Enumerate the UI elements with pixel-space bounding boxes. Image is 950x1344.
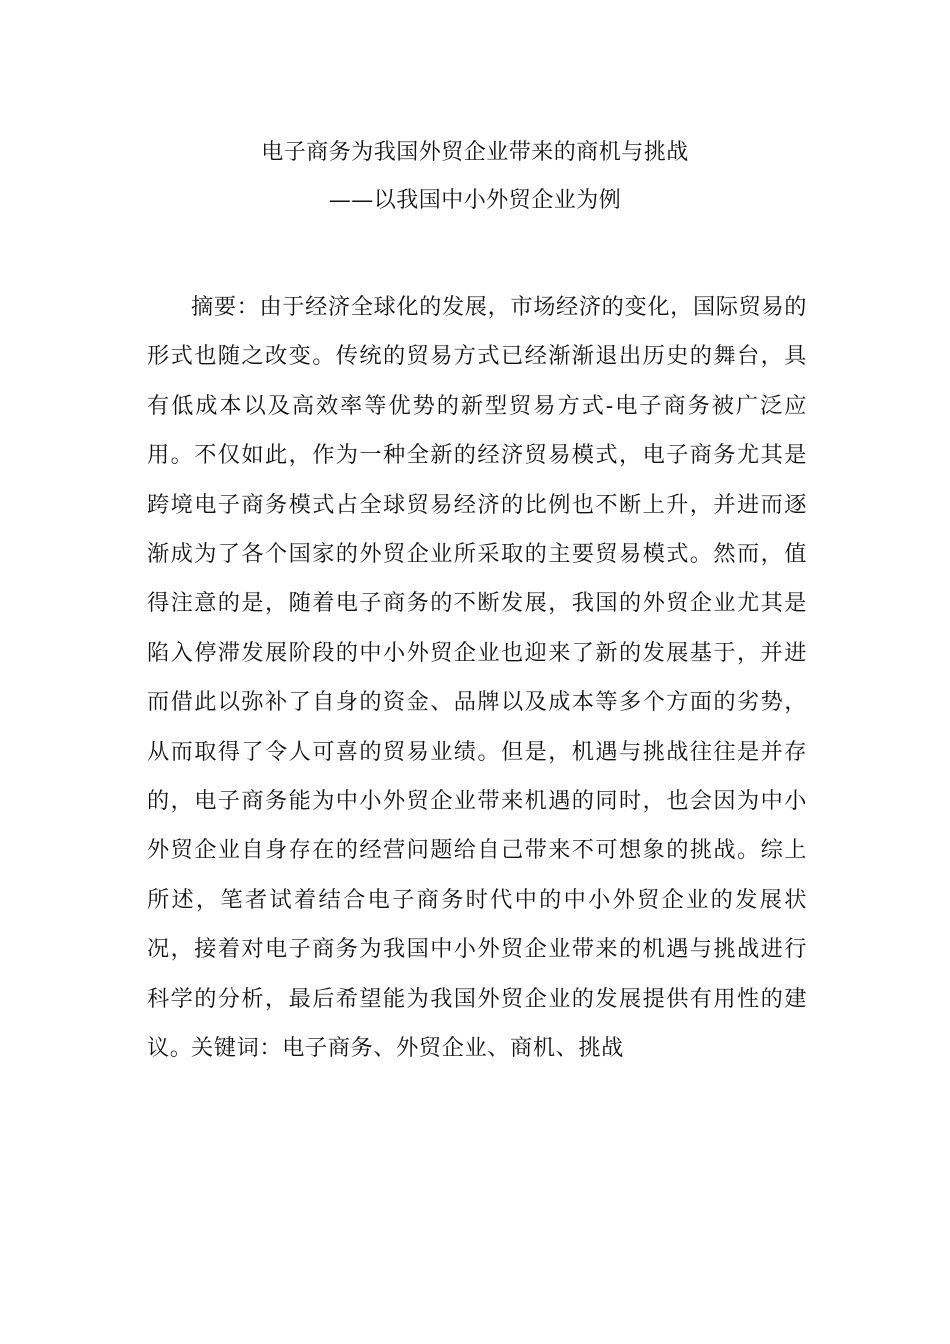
- keywords-label: 关键词：: [191, 1035, 283, 1061]
- keywords-line: [191, 1029, 624, 1067]
- document-title: 电子商务为我国外贸企业带来的商机与挑战: [261, 140, 689, 165]
- keywords-text: 电子商务、外贸企业、商机、挑战: [282, 1035, 624, 1061]
- document-subtitle: ——以我国中小外贸企业为例: [328, 188, 622, 213]
- abstract-text: 由于经济全球化的发展，市场经济的变化，国际贸易的形式也随之改变。传统的贸易方式已经渐渐退出历史的舞台，具有低成本以及高效率等优势的新型贸易方式-电子商务被广泛应用。不仅如此，作为一种全新的经济贸易模式，电子商务尤其是跨境电子商务模式占全球贸易经济的比例也不断上升，并进而逐渐成为了各个国家的外贸企业所采取的主要贸易模式。然而，值得注意的是，随着电子商务的不断发展，我国的外贸企业尤其是陷入停滞发展阶段的中小外贸企业也迎来了新的发展基于，并进而借此以弥补了自身的资金、品牌以及成本等多个方面的劣势，从而取得了令人可喜的贸易业绩。但是，机遇与挑战往往是并存的，电子商务能为中小外贸企业带来机遇的同时，也会因为中小外贸企业自身存在的经营问题给自己带来不可想象的挑战。综上所述，笔者试着结合电子商务时代中的中小外贸企业的发展状况，接着对电子商务为我国中小外贸企业带来的机遇与挑战进行科学的分析，最后希望能为我国外贸企业的发展提供有用性的建议。: [147, 294, 807, 1062]
- abstract-label: 摘要：: [191, 294, 260, 320]
- abstract-paragraph: [147, 283, 807, 1074]
